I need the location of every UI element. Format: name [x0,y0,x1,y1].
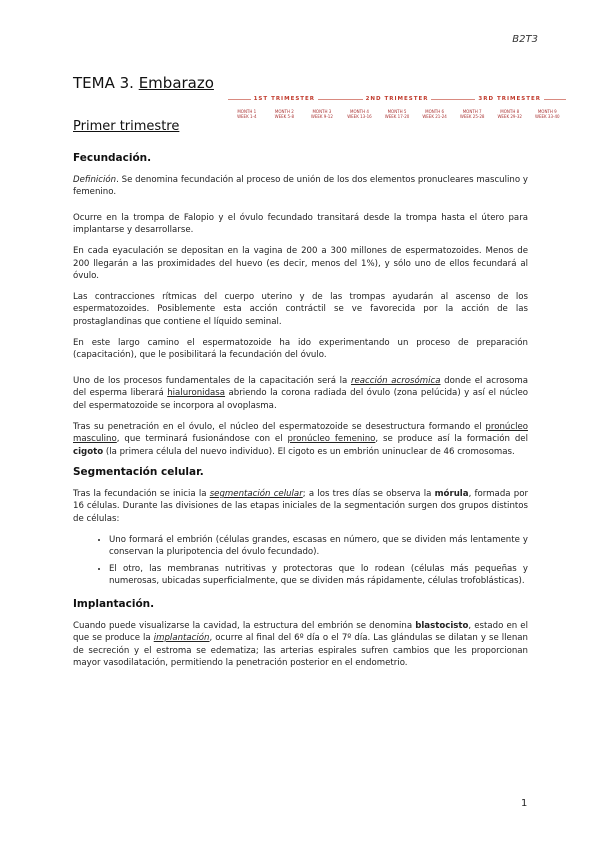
page-title: TEMA 3. Embarazo [73,74,214,92]
month-item: MONTH 3 WEEK 9-12 [310,109,333,119]
paragraph: Definición. Se denomina fecundación al proceso de unión de los dos elementos pronucleares masculino y femenino. [73,174,528,198]
term-morula: mórula [434,488,469,499]
month-item: MONTH 2 WEEK 5-8 [274,109,295,119]
term-pronucleo-femenino: pronúcleo femenino [287,434,376,445]
heading-fecundacion: Fecundación. [73,152,152,164]
paragraph: Uno de los procesos fundamentales de la capacitación será la reacción acrosómica donde el acrosoma del esperma liberará hialuronidasa abriendo la corona radiada del óvulo (zona pelúcida) y así el núcleo del espermatozoide se incorpora al ovoplasma. [73,375,529,411]
paragraph: En este largo camino el espermatozoide ha ido experimentando un proceso de preparación (capacitación), que le posibilitará la fecundación del óvulo. [73,337,528,361]
month-item: MONTH 5 WEEK 17-20 [384,109,410,119]
trimester-timeline-image [228,96,566,128]
paragraph: Tras su penetración en el óvulo, el núcleo del espermatozoide se desestructura formando el pronúcleo masculino, que terminará fusionándose con el pronúcleo femenino, se produce así la formación del cigoto (la primera célula del nuevo individuo). El cigoto es un embrión uninuclear de 46 cromosomas. [73,421,528,457]
heading-implantacion: Implantación. [73,598,155,611]
list-item: • Uno formará el embrión (células grandes, escasas en número, que se dividen más lentamente y conservan la pluripotencia del óvulo fecundado). [109,534,528,559]
term-implantacion: implantación [153,633,210,644]
paragraph: Cuando puede visualizarse la cavidad, la estructura del embrión se denomina blastocisto, estado en el que se produce la implantación, ocurre al final del 6º día o el 7º día. Las glándulas se dilatan y se llenan de secreción y el estroma se edematiza; las arterias espirales sufren cambios que les proporcionan mayor vasodilatación, permitiendo la penetración posterior en el endometrio. [73,620,528,669]
month-item: MONTH 8 WEEK 29-32 [497,109,522,119]
trimester-label-3: 3RD TRIMESTER [475,96,544,102]
trimester-label-2: 2ND TRIMESTER [363,96,432,102]
document-body [73,152,528,678]
month-item: MONTH 9 WEEK 33-40 [535,109,560,119]
term-cigoto: cigoto [73,446,104,457]
month-item: MONTH 7 WEEK 25-28 [459,109,485,119]
term-reaccion-acrosomica: reacción acrosómica [350,375,441,386]
bullet-list [73,534,528,588]
paragraph: Las contracciones rítmicas del cuerpo uterino y de las trompas ayudarán al ascenso de los espermatozoides. Posiblemente esta acción contráctil se ve favorecida por la acción de las prostaglandinas que contiene el líquido seminal. [73,291,528,327]
month-list [228,109,566,119]
list-item: • El otro, las membranas nutritivas y protectoras que lo rodean (células más pequeñas y numerosas, ubicadas superficialmente, que se dividen más rápidamente, células trofoblásticas). [109,563,528,588]
trimester-label-1: 1ST TRIMESTER [251,96,318,102]
page-number: 1 [521,798,528,809]
term-hialuronidasa: hialuronidasa [167,388,226,399]
paragraph: En cada eyaculación se depositan en la vagina de 200 a 300 millones de espermatozoides. Menos de 200 llegarán a las proximidades del huevo (es decir, menos del 1%), y sólo uno de ellos fecundará al óvulo. [73,245,528,282]
page-title-topic: Embarazo [138,74,214,92]
document-code: B2T3 [512,34,538,45]
month-item: MONTH 4 WEEK 13-16 [347,109,372,119]
paragraph: Ocurre en la trompa de Falopio y el óvulo fecundado transitará desde la trompa hasta el útero para implantarse y desarrollarse. [73,212,528,236]
month-item: MONTH 6 WEEK 21-24 [422,109,447,119]
term-pronucleo-masculino: pronúcleo masculino [73,421,528,445]
section-title: Primer trimestre [73,119,180,134]
term-blastocisto: blastocisto [415,620,469,631]
paragraph: Tras la fecundación se inicia la segmentación celular; a los tres días se observa la mórula, formada por 16 células. Durante las divisiones de las etapas iniciales de la segmentación surgen dos grupos distintos de células: [73,488,528,525]
term-segmentacion-celular: segmentación celular [209,488,303,499]
month-item: MONTH 1 WEEK 1-4 [237,109,257,119]
heading-segmentacion: Segmentación celular. [73,466,204,479]
